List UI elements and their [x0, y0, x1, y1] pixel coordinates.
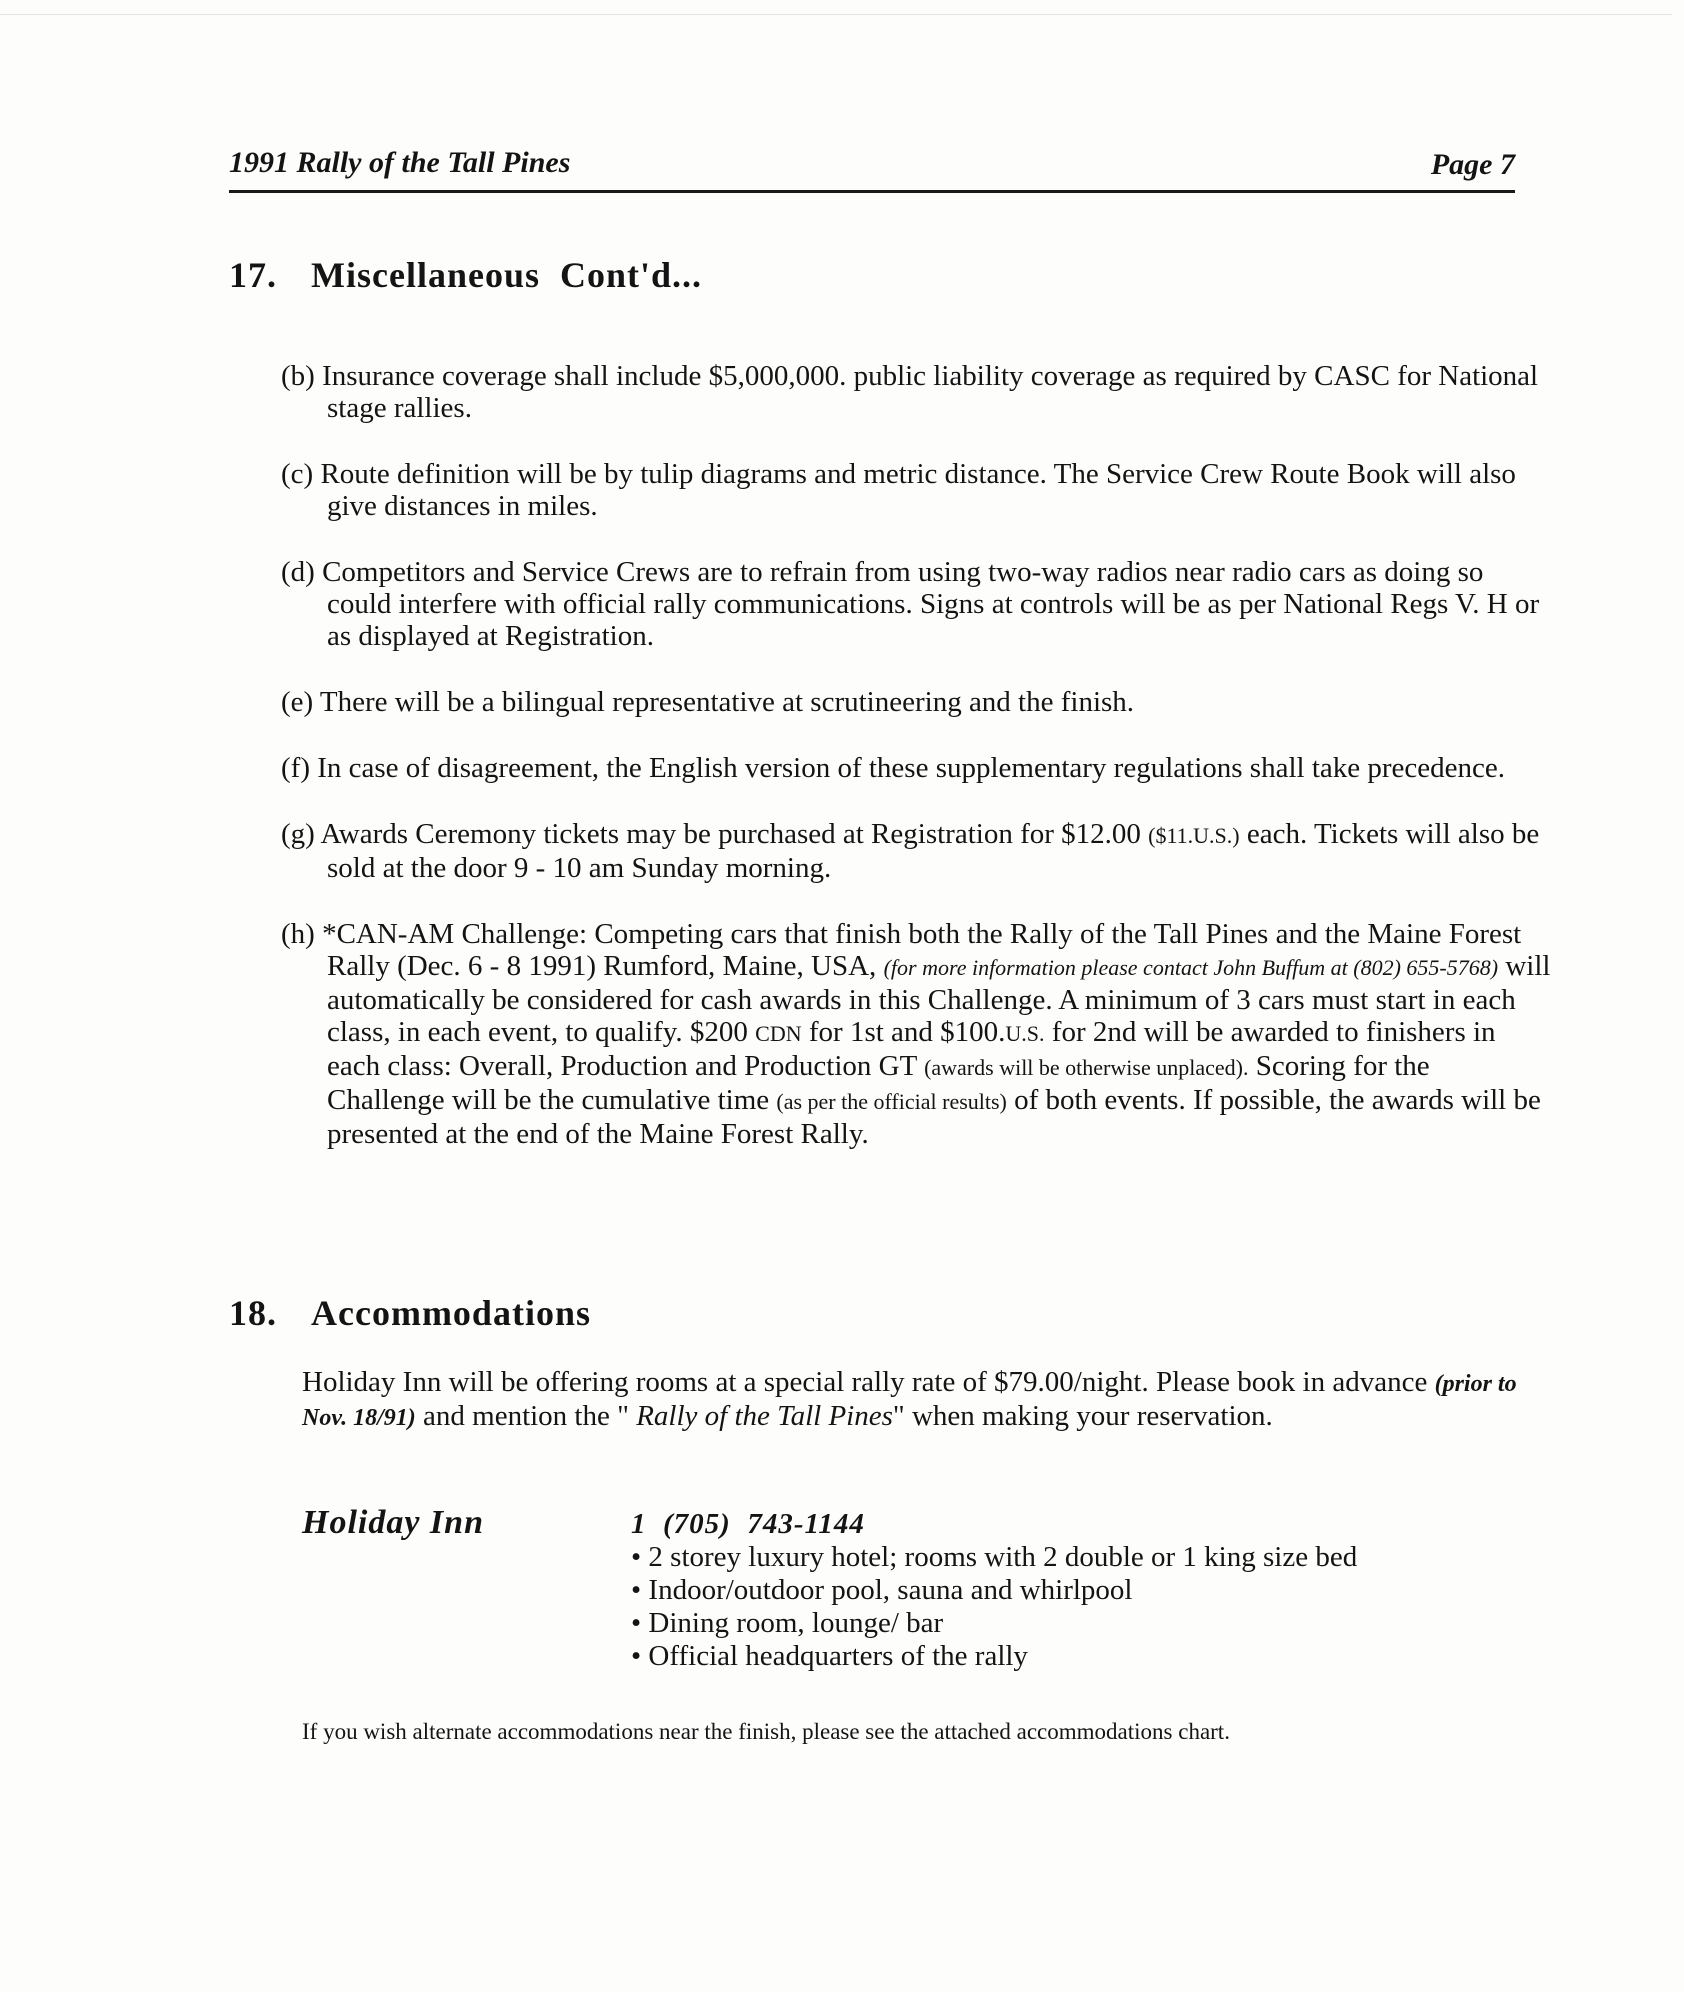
item-b-text: Insurance coverage shall include $5,000,000. public liability coverage as required by CASC for National stage rallies.	[322, 360, 1539, 424]
item-c-label: (c)	[281, 458, 314, 490]
item-h-label: (h)	[281, 918, 315, 950]
item-e-label: (e)	[281, 686, 314, 718]
scan-edge-line	[0, 14, 1672, 15]
section-17-title: Miscellaneous Cont'd...	[311, 255, 703, 295]
section-18-number: 18.	[229, 1293, 277, 1333]
item-e-text: There will be a bilingual representative at scrutineering and the finish.	[319, 686, 1135, 718]
section-18-heading	[229, 1292, 591, 1334]
accommodations-intro	[302, 1366, 1552, 1434]
item-c	[281, 458, 1551, 522]
item-f-text: In case of disagreement, the English version of these supplementary regulations shall take precedence.	[317, 752, 1506, 784]
intro-text-1: Holiday Inn will be offering rooms at a special rally rate of $79.00/night. Please book in advance	[302, 1366, 1435, 1398]
item-d-label: (d)	[281, 556, 315, 588]
item-h-text-3: for 1st and $100.	[801, 1016, 1006, 1048]
accommodations-footnote: If you wish alternate accommodations near the finish, please see the attached accommodations chart.	[302, 1719, 1230, 1744]
section-18-title: Accommodations	[311, 1293, 591, 1333]
intro-text-3: " when making your reservation.	[892, 1400, 1273, 1432]
hotel-feature: • Indoor/outdoor pool, sauna and whirlpool	[631, 1574, 1531, 1607]
item-h-results-note: (as per the official results)	[776, 1089, 1007, 1114]
hotel-info	[631, 1508, 1531, 1673]
hotel-feature: • 2 storey luxury hotel; rooms with 2 double or 1 king size bed	[631, 1541, 1531, 1574]
item-g-label: (g)	[281, 818, 315, 850]
item-b-label: (b)	[281, 360, 315, 392]
header-page-number: Page 7	[1430, 148, 1515, 181]
item-g-text-2: each. Tickets will also be sold at the door 9 - 10 am Sunday morning.	[327, 818, 1540, 884]
item-h-text-4: for 2nd will be awarded to finishers in each class: Overall, Production and Production GT	[327, 1016, 1496, 1082]
item-d-text: Competitors and Service Crews are to refrain from using two-way radios near radio cars as doing so could interfere with official rally communications. Signs at controls will be as per National Regs V. H or as displayed at Registration.	[322, 556, 1540, 652]
item-h-text-6: of both events. If possible, the awards will be presented at the end of the Maine Forest Rally.	[327, 1084, 1541, 1150]
item-f-label: (f)	[281, 752, 310, 784]
intro-booking-deadline: (prior to Nov. 18/91)	[302, 1371, 1517, 1431]
item-f	[281, 752, 1551, 784]
item-e	[281, 686, 1551, 718]
hotel-feature: • Dining room, lounge/ bar	[631, 1607, 1531, 1640]
item-d	[281, 556, 1551, 652]
intro-text-2: and mention the "	[415, 1400, 637, 1432]
item-h-cdn: CDN	[755, 1021, 802, 1046]
hotel-name: Holiday Inn	[302, 1504, 484, 1541]
header-title: 1991 Rally of the Tall Pines	[229, 146, 571, 179]
page-header	[229, 144, 1515, 193]
hotel-phone: 1 (705) 743-1144	[631, 1508, 865, 1540]
item-g	[281, 818, 1551, 884]
item-h-text-1: *CAN-AM Challenge: Competing cars that finish both the Rally of the Tall Pines and the Maine Forest Rally (Dec. 6 - 8 1991) Rumford, Maine, USA,	[322, 918, 1522, 982]
item-g-text-1: Awards Ceremony tickets may be purchased at Registration for $12.00	[320, 818, 1149, 850]
item-g-us-price: ($11.U.S.)	[1148, 823, 1240, 848]
item-h-awards-note: (awards will be otherwise unplaced).	[924, 1055, 1249, 1080]
item-h-contact-note: (for more information please contact John Buffum at (802) 655-5768)	[883, 955, 1499, 980]
section-17-heading	[229, 254, 702, 296]
item-b	[281, 360, 1551, 424]
hotel-feature: • Official headquarters of the rally	[631, 1640, 1531, 1673]
section-17-items	[281, 360, 1551, 1150]
item-h-text-5: Scoring for the Challenge will be the cumulative time	[327, 1050, 1430, 1116]
item-h	[281, 918, 1551, 1150]
section-17-number: 17.	[229, 255, 277, 295]
item-h-text-2: will automatically be considered for cash awards in this Challenge. A minimum of 3 cars must start in each class, in each event, to qualify. $200	[327, 950, 1551, 1048]
intro-rally-name: Rally of the Tall Pines	[636, 1400, 893, 1432]
item-h-us: U.S.	[1005, 1021, 1045, 1046]
item-c-text: Route definition will be by tulip diagrams and metric distance. The Service Crew Route Book will also give distances in miles.	[320, 458, 1516, 522]
